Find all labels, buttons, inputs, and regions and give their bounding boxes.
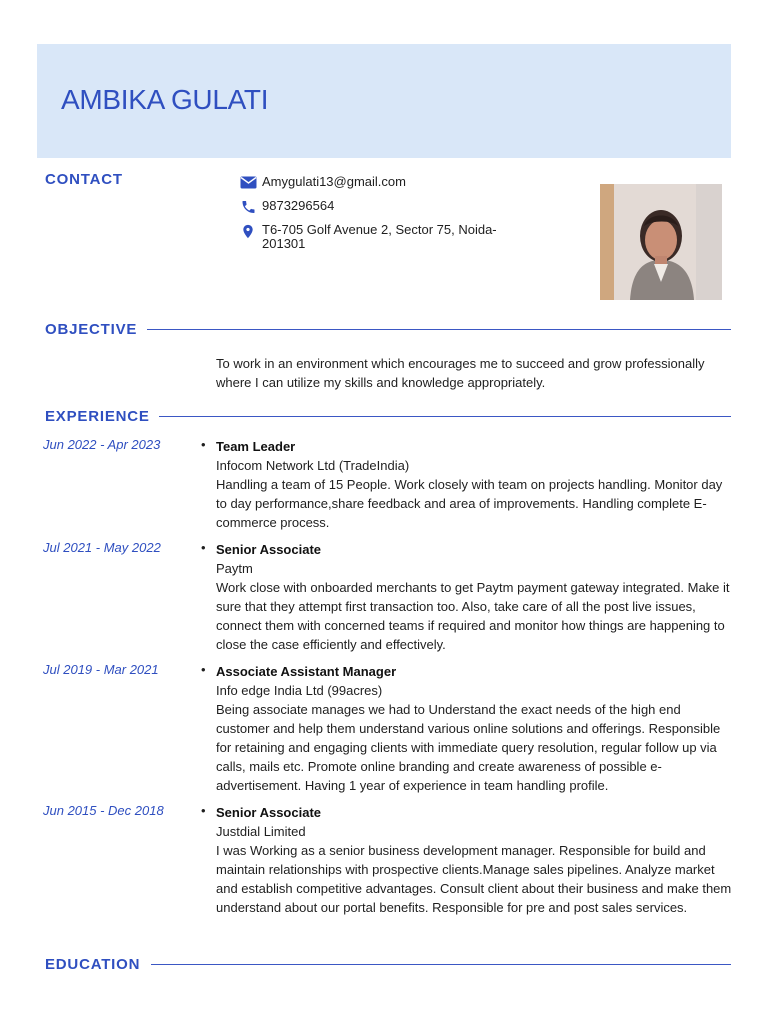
- address-value: T6-705 Golf Avenue 2, Sector 75, Noida-201301: [262, 222, 497, 251]
- job-company: Justdial Limited: [216, 824, 306, 839]
- bullet-icon: •: [201, 803, 206, 818]
- job-role: Associate Assistant Manager: [216, 664, 397, 679]
- job-dates: Jul 2021 - May 2022: [43, 540, 161, 555]
- objective-divider: [147, 329, 731, 330]
- job-description: Handling a team of 15 People. Work closely with team on projects handling. Monitor day to day performance,share feedback and area of improvements. Handling complete E-commerce process.: [216, 477, 723, 530]
- bullet-icon: •: [201, 437, 206, 452]
- experience-divider: [159, 416, 731, 417]
- job-description: I was Working as a senior business development manager. Responsible for build and maintain relationships with prospective clients.Manage sales pipelines. Analyze market and establish competitive advantages. Consult client about their business and make them understand about our portal benefits. Responsible for pre and post sales services.: [216, 843, 732, 915]
- header-banner: [37, 44, 731, 158]
- education-heading: EDUCATION: [45, 956, 141, 973]
- job-company: Paytm: [216, 561, 253, 576]
- bullet-icon: •: [201, 662, 206, 677]
- job-company: Infocom Network Ltd (TradeIndia): [216, 458, 410, 473]
- job-description: Being associate manages we had to Understand the exact needs of the high end customer and help them understand various online solutions and offerings. Responsible for retaining and engaging clients with immediate query resolution, regular follow up via calls, mails etc. Promote online branding and create awareness of possible e-advertisement. Having 1 year of experience in team handling profile.: [216, 702, 721, 793]
- job-dates: Jun 2015 - Dec 2018: [43, 803, 164, 818]
- email-value: Amygulati13@gmail.com: [262, 174, 406, 189]
- job-role: Senior Associate: [216, 542, 322, 557]
- phone-value: 9873296564: [262, 198, 335, 213]
- experience-heading: EXPERIENCE: [45, 408, 150, 425]
- job-dates: Jun 2022 - Apr 2023: [43, 437, 161, 452]
- objective-text: To work in an environment which encourages me to succeed and grow professionally where I can utilize my skills and knowledge appropriately.: [216, 356, 705, 390]
- education-divider: [151, 964, 731, 965]
- profile-photo: [600, 184, 722, 300]
- candidate-name: AMBIKA GULATI: [61, 84, 269, 115]
- bullet-icon: •: [201, 540, 206, 555]
- contact-heading: CONTACT: [45, 171, 123, 188]
- job-dates: Jul 2019 - Mar 2021: [43, 662, 159, 677]
- envelope-icon: [240, 175, 257, 192]
- job-role: Senior Associate: [216, 805, 322, 820]
- phone-icon: [240, 199, 257, 218]
- objective-heading: OBJECTIVE: [45, 321, 138, 338]
- job-description: Work close with onboarded merchants to get Paytm payment gateway integrated. Make it sure that they attempt first transaction too. Also, take care of all the post live issues, connect them with concerned teams if required and monitor how things are happening to close the case efficiently and effectively.: [216, 580, 730, 652]
- job-role: Team Leader: [216, 439, 296, 454]
- location-pin-icon: [240, 223, 256, 243]
- job-company: Info edge India Ltd (99acres): [216, 683, 383, 698]
